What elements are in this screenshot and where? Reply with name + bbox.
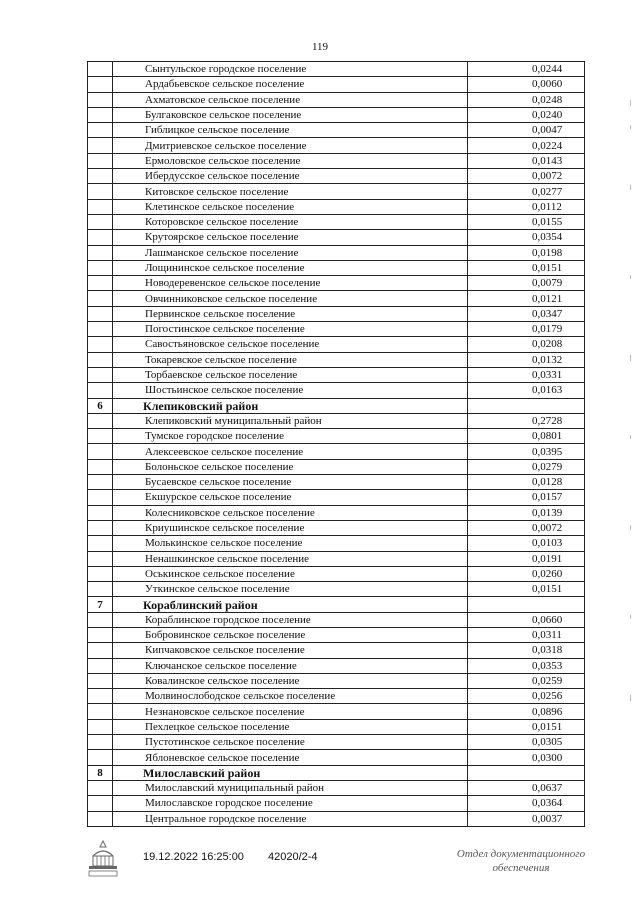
table-row <box>88 551 585 566</box>
table-row <box>88 92 585 107</box>
scan-edge-marks <box>628 95 634 745</box>
row-number <box>88 306 113 321</box>
row-number <box>88 413 113 428</box>
settlement-name: Савостьяновское сельское поселение <box>113 337 468 352</box>
settlement-name: Гиблицкое сельское поселение <box>113 123 468 138</box>
coefficient-value: 0,0198 <box>468 245 585 260</box>
settlement-name: Бобровинское сельское поселение <box>113 627 468 642</box>
table-row <box>88 276 585 291</box>
coefficient-value: 0,0244 <box>468 62 585 77</box>
row-number <box>88 719 113 734</box>
coefficient-value: 0,0157 <box>468 490 585 505</box>
row-number <box>88 689 113 704</box>
settlement-name: Молькинское сельское поселение <box>113 536 468 551</box>
coefficient-value: 0,0072 <box>468 520 585 535</box>
coefficient-value: 0,0208 <box>468 337 585 352</box>
table-row <box>88 322 585 337</box>
table-row <box>88 77 585 92</box>
settlement-name: Булгаковское сельское поселение <box>113 107 468 122</box>
table-row <box>88 138 585 153</box>
row-number <box>88 199 113 214</box>
table-row <box>88 429 585 444</box>
table-row <box>88 811 585 826</box>
row-number <box>88 107 113 122</box>
table-row <box>88 123 585 138</box>
row-number <box>88 367 113 382</box>
coefficient-value: 0,2728 <box>468 413 585 428</box>
table-row <box>88 306 585 321</box>
table-row <box>88 750 585 765</box>
settlement-name: Милославское городское поселение <box>113 796 468 811</box>
table-row <box>88 459 585 474</box>
coefficient-value: 0,0224 <box>468 138 585 153</box>
settlement-name: Китовское сельское поселение <box>113 184 468 199</box>
settlement-name: Ермоловское сельское поселение <box>113 153 468 168</box>
coefficient-value: 0,0179 <box>468 322 585 337</box>
row-number <box>88 153 113 168</box>
row-number <box>88 276 113 291</box>
row-number <box>88 673 113 688</box>
settlement-name: Ардабьевское сельское поселение <box>113 77 468 92</box>
coefficient-value: 0,0277 <box>468 184 585 199</box>
settlement-name: Сынтульское городское поселение <box>113 62 468 77</box>
row-number <box>88 77 113 92</box>
row-number <box>88 459 113 474</box>
coefficient-value: 0,0151 <box>468 582 585 597</box>
row-number <box>88 383 113 398</box>
coefficient-value: 0,0305 <box>468 735 585 750</box>
district-row <box>88 597 585 612</box>
settlement-name: Молвинослободское сельское поселение <box>113 689 468 704</box>
coefficient-value: 0,0318 <box>468 643 585 658</box>
coefficient-value: 0,0311 <box>468 627 585 642</box>
coefficient-value: 0,0364 <box>468 796 585 811</box>
table-row <box>88 260 585 275</box>
settlement-name: Яблоневское сельское поселение <box>113 750 468 765</box>
table-row <box>88 230 585 245</box>
settlement-name: Ахматовское сельское поселение <box>113 92 468 107</box>
settlement-name: Бусаевское сельское поселение <box>113 475 468 490</box>
row-number <box>88 750 113 765</box>
coefficient-value: 0,0047 <box>468 123 585 138</box>
settlement-name: Алексеевское сельское поселение <box>113 444 468 459</box>
coefficient-value: 0,0163 <box>468 383 585 398</box>
coefficient-value: 0,0151 <box>468 719 585 734</box>
coefficient-value: 0,0259 <box>468 673 585 688</box>
row-number <box>88 520 113 535</box>
table-row <box>88 153 585 168</box>
settlement-name: Ключанское сельское поселение <box>113 658 468 673</box>
coefficient-value: 0,0060 <box>468 77 585 92</box>
district-row <box>88 398 585 413</box>
table-row <box>88 719 585 734</box>
settlement-name: Ибердусское сельское поселение <box>113 169 468 184</box>
row-number <box>88 123 113 138</box>
row-number <box>88 184 113 199</box>
settlement-name: Токаревское сельское поселение <box>113 352 468 367</box>
coefficient-value: 0,0637 <box>468 780 585 795</box>
district-name: Кораблинский район <box>113 597 468 612</box>
coefficient-value: 0,0395 <box>468 444 585 459</box>
row-number <box>88 536 113 551</box>
duma-logo-icon <box>85 838 121 878</box>
settlement-name: Кораблинское городское поселение <box>113 612 468 627</box>
row-number: 7 <box>88 597 113 612</box>
row-number <box>88 627 113 642</box>
coefficient-value: 0,0037 <box>468 811 585 826</box>
settlement-name: Погостинское сельское поселение <box>113 322 468 337</box>
coefficient-value: 0,0079 <box>468 276 585 291</box>
table-row <box>88 704 585 719</box>
coefficient-value: 0,0896 <box>468 704 585 719</box>
table-row <box>88 169 585 184</box>
coefficient-value: 0,0072 <box>468 169 585 184</box>
coefficient-value: 0,0248 <box>468 92 585 107</box>
settlement-name: Ковалинское сельское поселение <box>113 673 468 688</box>
table-row <box>88 199 585 214</box>
coefficient-value: 0,0121 <box>468 291 585 306</box>
settlement-name: Болоньское сельское поселение <box>113 459 468 474</box>
settlement-name: Колесниковское сельское поселение <box>113 505 468 520</box>
coefficient-value: 0,0279 <box>468 459 585 474</box>
table-row <box>88 352 585 367</box>
coefficient-value: 0,0139 <box>468 505 585 520</box>
coefficient-value: 0,0132 <box>468 352 585 367</box>
coefficient-value: 0,0256 <box>468 689 585 704</box>
table-row <box>88 245 585 260</box>
settlement-name: Кипчаковское сельское поселение <box>113 643 468 658</box>
row-number <box>88 490 113 505</box>
table-body <box>88 62 585 827</box>
row-number <box>88 566 113 581</box>
row-number <box>88 429 113 444</box>
settlement-name: Новодеревенское сельское поселение <box>113 276 468 291</box>
row-number <box>88 245 113 260</box>
table-row <box>88 627 585 642</box>
coefficient-value: 0,0143 <box>468 153 585 168</box>
table-row <box>88 673 585 688</box>
settlement-name: Екшурское сельское поселение <box>113 490 468 505</box>
table-row <box>88 107 585 122</box>
row-number <box>88 505 113 520</box>
department-stamp <box>446 847 596 875</box>
settlement-name: Центральное городское поселение <box>113 811 468 826</box>
settlement-name: Незнановское сельское поселение <box>113 704 468 719</box>
coefficient-value: 0,0112 <box>468 199 585 214</box>
table-row <box>88 780 585 795</box>
settlement-name: Дмитриевское сельское поселение <box>113 138 468 153</box>
coefficient-value: 0,0103 <box>468 536 585 551</box>
settlement-name: Клепиковский муниципальный район <box>113 413 468 428</box>
district-name: Клепиковский район <box>113 398 468 413</box>
row-number <box>88 780 113 795</box>
table-row <box>88 689 585 704</box>
table-row <box>88 184 585 199</box>
row-number <box>88 475 113 490</box>
row-number <box>88 658 113 673</box>
table-row <box>88 735 585 750</box>
table-row <box>88 658 585 673</box>
table-row <box>88 582 585 597</box>
settlement-name: Оськинское сельское поселение <box>113 566 468 581</box>
page-number: 119 <box>311 41 329 53</box>
coefficient-value: 0,0354 <box>468 230 585 245</box>
table-row <box>88 566 585 581</box>
settlement-name: Пехлецкое сельское поселение <box>113 719 468 734</box>
coefficient-value: 0,0155 <box>468 214 585 229</box>
coefficient-value: 0,0660 <box>468 612 585 627</box>
table-row <box>88 337 585 352</box>
settlement-name: Милославский муниципальный район <box>113 780 468 795</box>
table-row <box>88 475 585 490</box>
row-number <box>88 612 113 627</box>
row-number: 6 <box>88 398 113 413</box>
row-number <box>88 322 113 337</box>
coefficient-value: 0,0151 <box>468 260 585 275</box>
stamp-line-2: обеспечения <box>492 862 550 874</box>
district-row <box>88 765 585 780</box>
table-row <box>88 796 585 811</box>
row-number <box>88 138 113 153</box>
settlement-name: Которовское сельское поселение <box>113 214 468 229</box>
settlement-name: Лашманское сельское поселение <box>113 245 468 260</box>
table-row <box>88 383 585 398</box>
stamp-line-1: Отдел документационного <box>456 848 586 860</box>
table-row <box>88 444 585 459</box>
settlement-name: Первинское сельское поселение <box>113 306 468 321</box>
settlement-name: Ненашкинское сельское поселение <box>113 551 468 566</box>
coefficient-value <box>468 597 585 612</box>
settlement-name: Лощининское сельское поселение <box>113 260 468 275</box>
row-number <box>88 260 113 275</box>
row-number <box>88 582 113 597</box>
coefficient-value: 0,0300 <box>468 750 585 765</box>
coefficient-value: 0,0801 <box>468 429 585 444</box>
row-number <box>88 551 113 566</box>
row-number <box>88 92 113 107</box>
coefficient-value: 0,0191 <box>468 551 585 566</box>
coefficient-value: 0,0347 <box>468 306 585 321</box>
row-number <box>88 704 113 719</box>
settlement-name: Клетинское сельское поселение <box>113 199 468 214</box>
district-name: Милославский район <box>113 765 468 780</box>
coefficient-value <box>468 765 585 780</box>
row-number <box>88 337 113 352</box>
settlements-table <box>87 61 585 827</box>
table-row <box>88 612 585 627</box>
row-number <box>88 230 113 245</box>
row-number <box>88 796 113 811</box>
settlement-name: Крутоярское сельское поселение <box>113 230 468 245</box>
row-number <box>88 735 113 750</box>
settlement-name: Уткинское сельское поселение <box>113 582 468 597</box>
row-number <box>88 62 113 77</box>
row-number <box>88 811 113 826</box>
row-number <box>88 444 113 459</box>
coefficient-value: 0,0128 <box>468 475 585 490</box>
row-number <box>88 643 113 658</box>
settlement-name: Шостьинское сельское поселение <box>113 383 468 398</box>
coefficient-value <box>468 398 585 413</box>
coefficient-value: 0,0331 <box>468 367 585 382</box>
row-number <box>88 214 113 229</box>
table-row <box>88 413 585 428</box>
settlement-name: Торбаевское сельское поселение <box>113 367 468 382</box>
row-number <box>88 352 113 367</box>
settlement-name: Тумское городское поселение <box>113 429 468 444</box>
table-row <box>88 62 585 77</box>
settlement-name: Овчинниковское сельское поселение <box>113 291 468 306</box>
table-row <box>88 505 585 520</box>
table-row <box>88 520 585 535</box>
table-row <box>88 367 585 382</box>
coefficient-value: 0,0240 <box>468 107 585 122</box>
table-row <box>88 490 585 505</box>
row-number: 8 <box>88 765 113 780</box>
row-number <box>88 169 113 184</box>
coefficient-value: 0,0260 <box>468 566 585 581</box>
settlement-name: Криушинское сельское поселение <box>113 520 468 535</box>
row-number <box>88 291 113 306</box>
coefficient-value: 0,0353 <box>468 658 585 673</box>
footer-datetime: 19.12.2022 16:25:00 <box>143 851 244 863</box>
table-row <box>88 214 585 229</box>
settlement-name: Пустотинское сельское поселение <box>113 735 468 750</box>
table-row <box>88 291 585 306</box>
footer-doc-number: 42020/2-4 <box>268 851 318 863</box>
table-row <box>88 643 585 658</box>
table-row <box>88 536 585 551</box>
